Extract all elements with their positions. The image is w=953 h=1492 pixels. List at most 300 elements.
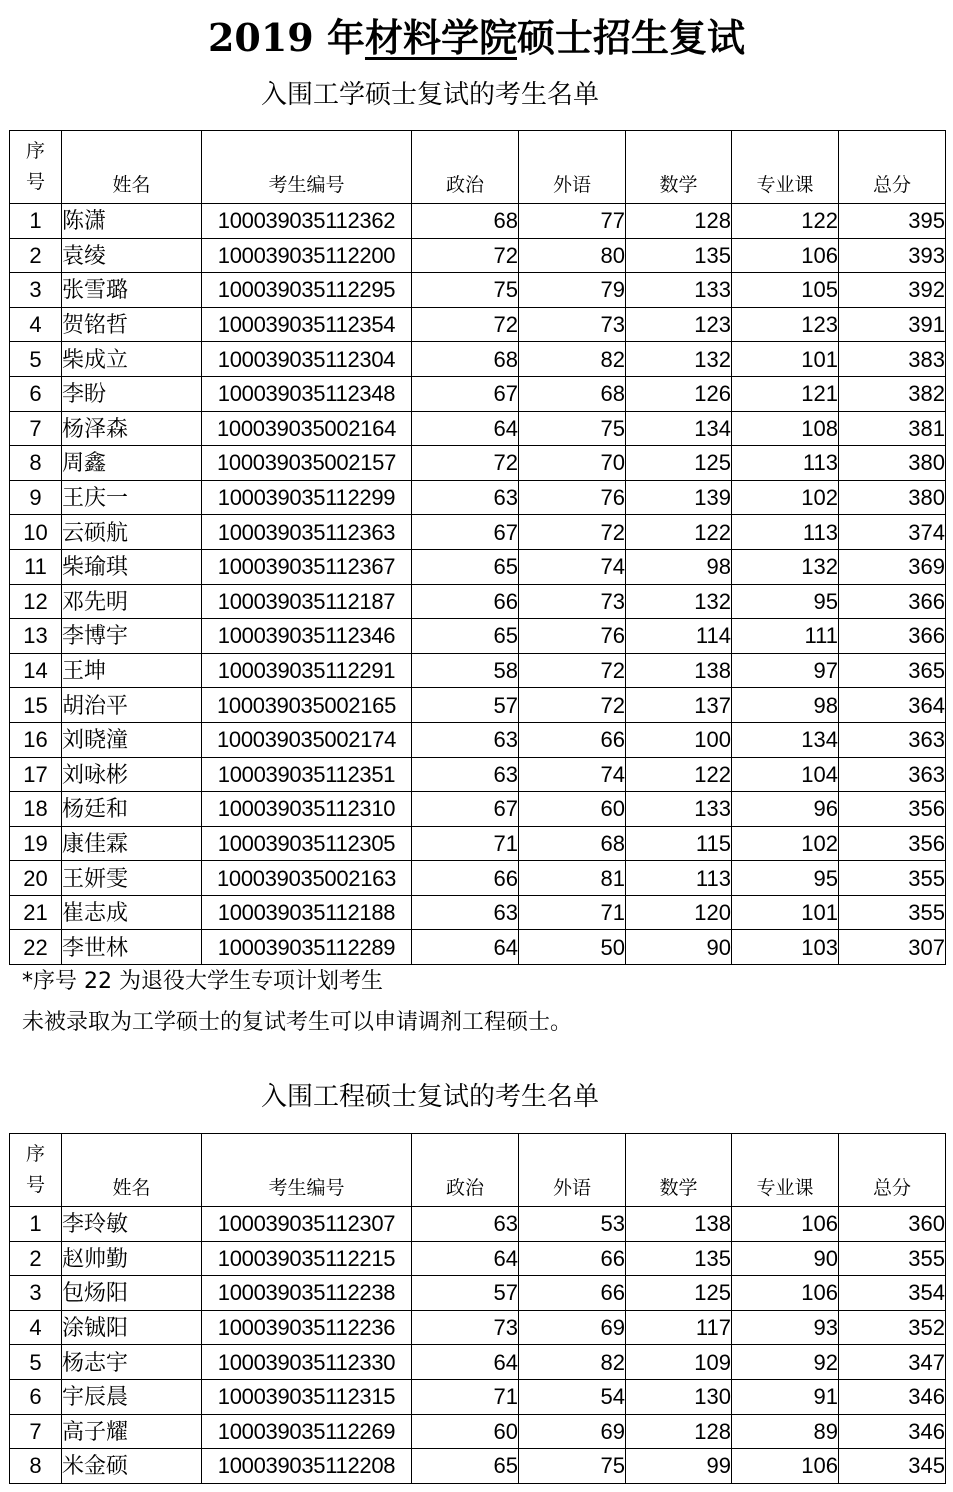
- table-row: [10, 895, 946, 930]
- table-row: [10, 549, 946, 584]
- table-row: [10, 307, 946, 342]
- cell-math: 122: [626, 757, 732, 792]
- cell-seq: 1: [10, 1207, 62, 1242]
- cell-politics: 66: [412, 861, 519, 896]
- section1-title: 入围工学硕士复试的考生名单: [260, 80, 599, 110]
- table-row: [10, 238, 946, 273]
- cell-seq: 14: [10, 653, 62, 688]
- cell-foreign-language: 69: [519, 1414, 626, 1449]
- cell-name: 邓先明: [62, 584, 202, 619]
- cell-math: 139: [626, 480, 732, 515]
- cell-major-course: 90: [732, 1241, 839, 1276]
- cell-candidate-id: 100039035002164: [202, 411, 412, 446]
- cell-candidate-id: 100039035002165: [202, 688, 412, 723]
- cell-total: 383: [839, 342, 946, 377]
- table-row: [10, 584, 946, 619]
- cell-candidate-id: 100039035112307: [202, 1207, 412, 1242]
- cell-politics: 67: [412, 515, 519, 550]
- cell-candidate-id: 100039035112315: [202, 1379, 412, 1414]
- cell-seq: 11: [10, 549, 62, 584]
- cell-name: 宇辰晨: [62, 1379, 202, 1414]
- cell-math: 133: [626, 273, 732, 308]
- cell-foreign-language: 82: [519, 1345, 626, 1380]
- cell-politics: 63: [412, 895, 519, 930]
- table-row: [10, 342, 946, 377]
- cell-name: 云硕航: [62, 515, 202, 550]
- cell-major-course: 103: [732, 930, 839, 965]
- cell-total: 347: [839, 1345, 946, 1380]
- cell-total: 355: [839, 1241, 946, 1276]
- cell-total: 366: [839, 584, 946, 619]
- cell-foreign-language: 71: [519, 895, 626, 930]
- cell-total: 392: [839, 273, 946, 308]
- cell-foreign-language: 72: [519, 688, 626, 723]
- cell-name: 李博宇: [62, 619, 202, 654]
- cell-total: 395: [839, 204, 946, 239]
- header-seq: 序 号: [10, 131, 62, 204]
- cell-politics: 67: [412, 792, 519, 827]
- header-politics: 政治: [412, 1134, 519, 1207]
- cell-major-course: 132: [732, 549, 839, 584]
- table-row: [10, 1241, 946, 1276]
- table-row: [10, 446, 946, 481]
- cell-major-course: 91: [732, 1379, 839, 1414]
- cell-major-course: 95: [732, 584, 839, 619]
- cell-politics: 65: [412, 549, 519, 584]
- cell-total: 374: [839, 515, 946, 550]
- table-row: [10, 722, 946, 757]
- cell-math: 137: [626, 688, 732, 723]
- cell-major-course: 123: [732, 307, 839, 342]
- cell-name: 李盼: [62, 376, 202, 411]
- cell-math: 135: [626, 1241, 732, 1276]
- table-row: [10, 688, 946, 723]
- cell-major-course: 108: [732, 411, 839, 446]
- cell-major-course: 105: [732, 273, 839, 308]
- cell-foreign-language: 66: [519, 1241, 626, 1276]
- cell-math: 90: [626, 930, 732, 965]
- table-row: [10, 826, 946, 861]
- title-suffix: 硕士招生复试: [517, 15, 746, 60]
- cell-seq: 5: [10, 342, 62, 377]
- cell-major-course: 121: [732, 376, 839, 411]
- cell-foreign-language: 77: [519, 204, 626, 239]
- cell-foreign-language: 72: [519, 515, 626, 550]
- cell-name: 胡治平: [62, 688, 202, 723]
- cell-candidate-id: 100039035112363: [202, 515, 412, 550]
- cell-math: 130: [626, 1379, 732, 1414]
- cell-major-course: 113: [732, 446, 839, 481]
- cell-major-course: 134: [732, 722, 839, 757]
- table-row: [10, 273, 946, 308]
- cell-name: 刘咏彬: [62, 757, 202, 792]
- cell-politics: 64: [412, 411, 519, 446]
- cell-politics: 64: [412, 930, 519, 965]
- header-foreign: 外语: [519, 131, 626, 204]
- cell-seq: 3: [10, 273, 62, 308]
- cell-name: 崔志成: [62, 895, 202, 930]
- header-foreign: 外语: [519, 1134, 626, 1207]
- cell-math: 126: [626, 376, 732, 411]
- cell-total: 360: [839, 1207, 946, 1242]
- table-row: [10, 204, 946, 239]
- cell-math: 117: [626, 1310, 732, 1345]
- header-politics: 政治: [412, 131, 519, 204]
- cell-politics: 71: [412, 1379, 519, 1414]
- cell-politics: 71: [412, 826, 519, 861]
- cell-name: 康佳霖: [62, 826, 202, 861]
- cell-total: 369: [839, 549, 946, 584]
- table-row: [10, 1449, 946, 1484]
- cell-name: 王坤: [62, 653, 202, 688]
- cell-politics: 75: [412, 273, 519, 308]
- cell-foreign-language: 68: [519, 826, 626, 861]
- cell-seq: 16: [10, 722, 62, 757]
- cell-major-course: 96: [732, 792, 839, 827]
- cell-foreign-language: 53: [519, 1207, 626, 1242]
- table-row: [10, 792, 946, 827]
- cell-candidate-id: 100039035112367: [202, 549, 412, 584]
- cell-foreign-language: 76: [519, 619, 626, 654]
- cell-candidate-id: 100039035112362: [202, 204, 412, 239]
- cell-total: 380: [839, 480, 946, 515]
- cell-total: 364: [839, 688, 946, 723]
- cell-total: 356: [839, 826, 946, 861]
- cell-candidate-id: 100039035112236: [202, 1310, 412, 1345]
- cell-foreign-language: 72: [519, 653, 626, 688]
- cell-total: 355: [839, 895, 946, 930]
- cell-candidate-id: 100039035112208: [202, 1449, 412, 1484]
- cell-name: 米金硕: [62, 1449, 202, 1484]
- cell-major-course: 98: [732, 688, 839, 723]
- section1-rows: [10, 204, 946, 965]
- cell-name: 柴成立: [62, 342, 202, 377]
- cell-seq: 10: [10, 515, 62, 550]
- table-row: [10, 1310, 946, 1345]
- cell-math: 120: [626, 895, 732, 930]
- cell-math: 138: [626, 653, 732, 688]
- header-total: 总分: [839, 1134, 946, 1207]
- cell-math: 134: [626, 411, 732, 446]
- cell-candidate-id: 100039035112187: [202, 584, 412, 619]
- cell-candidate-id: 100039035112348: [202, 376, 412, 411]
- cell-candidate-id: 100039035002163: [202, 861, 412, 896]
- cell-candidate-id: 100039035112291: [202, 653, 412, 688]
- table-row: [10, 930, 946, 965]
- cell-candidate-id: 100039035112200: [202, 238, 412, 273]
- cell-major-course: 95: [732, 861, 839, 896]
- cell-foreign-language: 66: [519, 722, 626, 757]
- cell-politics: 64: [412, 1345, 519, 1380]
- table-row: [10, 861, 946, 896]
- cell-name: 周鑫: [62, 446, 202, 481]
- cell-candidate-id: 100039035002157: [202, 446, 412, 481]
- cell-math: 128: [626, 1414, 732, 1449]
- header-major: 专业课: [732, 131, 839, 204]
- cell-seq: 12: [10, 584, 62, 619]
- cell-foreign-language: 80: [519, 238, 626, 273]
- cell-politics: 57: [412, 1276, 519, 1311]
- cell-major-course: 89: [732, 1414, 839, 1449]
- cell-foreign-language: 76: [519, 480, 626, 515]
- cell-candidate-id: 100039035112305: [202, 826, 412, 861]
- cell-math: 132: [626, 342, 732, 377]
- cell-candidate-id: 100039035112238: [202, 1276, 412, 1311]
- cell-seq: 21: [10, 895, 62, 930]
- header-name: 姓名: [62, 1134, 202, 1207]
- cell-name: 高子耀: [62, 1414, 202, 1449]
- cell-seq: 4: [10, 1310, 62, 1345]
- cell-foreign-language: 75: [519, 411, 626, 446]
- cell-politics: 58: [412, 653, 519, 688]
- cell-total: 382: [839, 376, 946, 411]
- table-header-row: [10, 1134, 946, 1207]
- cell-politics: 63: [412, 1207, 519, 1242]
- cell-total: 381: [839, 411, 946, 446]
- cell-name: 李世林: [62, 930, 202, 965]
- cell-politics: 73: [412, 1310, 519, 1345]
- cell-seq: 3: [10, 1276, 62, 1311]
- table-row: [10, 480, 946, 515]
- page-title: [0, 14, 953, 62]
- cell-foreign-language: 74: [519, 757, 626, 792]
- cell-math: 125: [626, 1276, 732, 1311]
- cell-name: 包炀阳: [62, 1276, 202, 1311]
- cell-total: 380: [839, 446, 946, 481]
- cell-name: 袁绫: [62, 238, 202, 273]
- cell-total: 345: [839, 1449, 946, 1484]
- cell-foreign-language: 60: [519, 792, 626, 827]
- cell-foreign-language: 73: [519, 584, 626, 619]
- cell-seq: 19: [10, 826, 62, 861]
- cell-politics: 57: [412, 688, 519, 723]
- cell-name: 柴瑜琪: [62, 549, 202, 584]
- cell-math: 132: [626, 584, 732, 619]
- header-name: 姓名: [62, 131, 202, 204]
- cell-total: 365: [839, 653, 946, 688]
- cell-politics: 72: [412, 307, 519, 342]
- table-row: [10, 1276, 946, 1311]
- cell-total: 307: [839, 930, 946, 965]
- cell-seq: 8: [10, 446, 62, 481]
- cell-foreign-language: 70: [519, 446, 626, 481]
- cell-candidate-id: 100039035112295: [202, 273, 412, 308]
- cell-name: 杨志宇: [62, 1345, 202, 1380]
- cell-seq: 7: [10, 1414, 62, 1449]
- cell-math: 113: [626, 861, 732, 896]
- cell-seq: 22: [10, 930, 62, 965]
- cell-politics: 65: [412, 1449, 519, 1484]
- section2-title: 入围工程硕士复试的考生名单: [260, 1082, 599, 1112]
- cell-foreign-language: 50: [519, 930, 626, 965]
- cell-major-course: 93: [732, 1310, 839, 1345]
- cell-foreign-language: 54: [519, 1379, 626, 1414]
- cell-seq: 6: [10, 376, 62, 411]
- cell-math: 98: [626, 549, 732, 584]
- cell-candidate-id: 100039035112269: [202, 1414, 412, 1449]
- cell-math: 135: [626, 238, 732, 273]
- cell-candidate-id: 100039035112330: [202, 1345, 412, 1380]
- cell-major-course: 101: [732, 895, 839, 930]
- cell-politics: 68: [412, 204, 519, 239]
- table-row: [10, 757, 946, 792]
- cell-math: 123: [626, 307, 732, 342]
- header-major: 专业课: [732, 1134, 839, 1207]
- cell-seq: 6: [10, 1379, 62, 1414]
- cell-major-course: 106: [732, 1449, 839, 1484]
- cell-total: 356: [839, 792, 946, 827]
- header-math: 数学: [626, 131, 732, 204]
- cell-seq: 1: [10, 204, 62, 239]
- table-row: [10, 653, 946, 688]
- cell-seq: 2: [10, 238, 62, 273]
- cell-foreign-language: 74: [519, 549, 626, 584]
- cell-politics: 68: [412, 342, 519, 377]
- cell-foreign-language: 66: [519, 1276, 626, 1311]
- cell-name: 赵帅勤: [62, 1241, 202, 1276]
- cell-major-course: 106: [732, 1207, 839, 1242]
- cell-name: 杨廷和: [62, 792, 202, 827]
- note-transfer: 未被录取为工学硕士的复试考生可以申请调剂工程硕士。: [22, 1010, 573, 1035]
- cell-seq: 9: [10, 480, 62, 515]
- cell-math: 125: [626, 446, 732, 481]
- cell-foreign-language: 68: [519, 376, 626, 411]
- cell-total: 391: [839, 307, 946, 342]
- table-row: [10, 515, 946, 550]
- cell-name: 王妍雯: [62, 861, 202, 896]
- cell-total: 366: [839, 619, 946, 654]
- note-veteran: *序号 22 为退役大学生专项计划考生: [22, 969, 383, 994]
- cell-major-course: 106: [732, 238, 839, 273]
- cell-math: 133: [626, 792, 732, 827]
- cell-seq: 8: [10, 1449, 62, 1484]
- cell-foreign-language: 79: [519, 273, 626, 308]
- cell-seq: 20: [10, 861, 62, 896]
- cell-major-course: 97: [732, 653, 839, 688]
- cell-major-course: 101: [732, 342, 839, 377]
- cell-seq: 7: [10, 411, 62, 446]
- cell-seq: 18: [10, 792, 62, 827]
- cell-total: 354: [839, 1276, 946, 1311]
- header-seq: 序 号: [10, 1134, 62, 1207]
- cell-total: 352: [839, 1310, 946, 1345]
- cell-total: 346: [839, 1379, 946, 1414]
- cell-seq: 2: [10, 1241, 62, 1276]
- cell-politics: 63: [412, 480, 519, 515]
- cell-math: 99: [626, 1449, 732, 1484]
- cell-name: 张雪璐: [62, 273, 202, 308]
- cell-candidate-id: 100039035112354: [202, 307, 412, 342]
- cell-seq: 5: [10, 1345, 62, 1380]
- table-row: [10, 1379, 946, 1414]
- cell-candidate-id: 100039035112299: [202, 480, 412, 515]
- cell-math: 115: [626, 826, 732, 861]
- header-id: 考生编号: [202, 1134, 412, 1207]
- section2-rows: [10, 1207, 946, 1484]
- cell-name: 贺铭哲: [62, 307, 202, 342]
- table-row: [10, 1345, 946, 1380]
- cell-math: 114: [626, 619, 732, 654]
- cell-total: 355: [839, 861, 946, 896]
- cell-total: 363: [839, 757, 946, 792]
- cell-name: 涂铖阳: [62, 1310, 202, 1345]
- cell-major-course: 122: [732, 204, 839, 239]
- cell-major-course: 102: [732, 826, 839, 861]
- section2-table: [9, 1133, 946, 1484]
- section1-table: [9, 130, 946, 965]
- table-row: [10, 1207, 946, 1242]
- title-year: 2019 年: [207, 15, 365, 60]
- cell-math: 128: [626, 204, 732, 239]
- cell-name: 刘晓潼: [62, 722, 202, 757]
- cell-candidate-id: 100039035112289: [202, 930, 412, 965]
- cell-total: 346: [839, 1414, 946, 1449]
- header-math: 数学: [626, 1134, 732, 1207]
- table-row: [10, 376, 946, 411]
- cell-politics: 60: [412, 1414, 519, 1449]
- table-row: [10, 619, 946, 654]
- cell-candidate-id: 100039035112351: [202, 757, 412, 792]
- cell-seq: 13: [10, 619, 62, 654]
- title-department: 材料学院: [364, 15, 517, 60]
- cell-politics: 66: [412, 584, 519, 619]
- cell-foreign-language: 69: [519, 1310, 626, 1345]
- cell-total: 363: [839, 722, 946, 757]
- cell-math: 109: [626, 1345, 732, 1380]
- table-row: [10, 411, 946, 446]
- cell-politics: 65: [412, 619, 519, 654]
- cell-major-course: 104: [732, 757, 839, 792]
- cell-seq: 4: [10, 307, 62, 342]
- cell-seq: 17: [10, 757, 62, 792]
- cell-candidate-id: 100039035112215: [202, 1241, 412, 1276]
- table-row: [10, 1414, 946, 1449]
- cell-seq: 15: [10, 688, 62, 723]
- cell-politics: 63: [412, 757, 519, 792]
- cell-major-course: 102: [732, 480, 839, 515]
- cell-politics: 64: [412, 1241, 519, 1276]
- cell-major-course: 113: [732, 515, 839, 550]
- cell-foreign-language: 81: [519, 861, 626, 896]
- cell-math: 138: [626, 1207, 732, 1242]
- cell-name: 王庆一: [62, 480, 202, 515]
- cell-foreign-language: 82: [519, 342, 626, 377]
- cell-candidate-id: 100039035002174: [202, 722, 412, 757]
- cell-politics: 72: [412, 446, 519, 481]
- cell-name: 杨泽森: [62, 411, 202, 446]
- cell-politics: 72: [412, 238, 519, 273]
- cell-foreign-language: 73: [519, 307, 626, 342]
- cell-name: 李玲敏: [62, 1207, 202, 1242]
- header-total: 总分: [839, 131, 946, 204]
- cell-major-course: 106: [732, 1276, 839, 1311]
- cell-politics: 63: [412, 722, 519, 757]
- cell-total: 393: [839, 238, 946, 273]
- cell-math: 122: [626, 515, 732, 550]
- cell-politics: 67: [412, 376, 519, 411]
- cell-name: 陈潇: [62, 204, 202, 239]
- cell-candidate-id: 100039035112310: [202, 792, 412, 827]
- cell-major-course: 92: [732, 1345, 839, 1380]
- cell-major-course: 111: [732, 619, 839, 654]
- table-header-row: [10, 131, 946, 204]
- cell-math: 100: [626, 722, 732, 757]
- header-id: 考生编号: [202, 131, 412, 204]
- cell-foreign-language: 75: [519, 1449, 626, 1484]
- cell-candidate-id: 100039035112188: [202, 895, 412, 930]
- cell-candidate-id: 100039035112304: [202, 342, 412, 377]
- cell-candidate-id: 100039035112346: [202, 619, 412, 654]
